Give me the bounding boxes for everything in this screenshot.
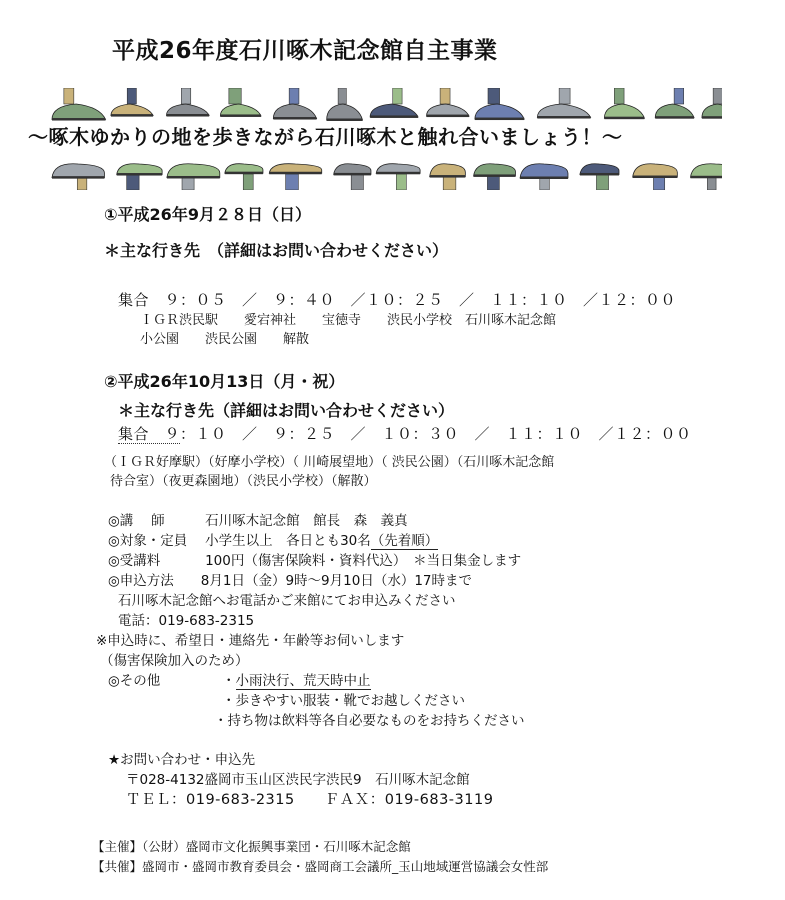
target-text: ◎対象・定員 小学生以上 各日とも30名 [108,533,371,549]
shoe-icon [117,164,162,190]
shoe-icon [376,164,420,190]
event2-destinations: ＊主な行き先（詳細はお問い合わせください） [118,401,455,420]
other-item-1-bullet: ・ [222,673,236,689]
apply-method: ◎申込方法 8月1日（金）9時～9月10日（水）17時まで [108,573,472,589]
event1-stops-line1: ＩＧＲ渋民駅 愛宕神社 宝徳寺 渋民小学校 石川啄木記念館 [140,313,557,328]
shoe-icon [537,88,590,119]
shoe-icon [655,88,694,119]
event1-stops-line2: 小公園 渋民公園 解散 [140,332,310,347]
shoe-icon [52,164,104,190]
event1-destinations: ＊主な行き先 （詳細はお問い合わせください） [104,241,449,260]
other-item-3: ・持ち物は飲料等各自必要なものをお持ちください [214,713,525,729]
shoe-icon [225,164,263,190]
apply-method-line2: 石川啄木記念館へお電話かご来館にてお申込みください [118,593,456,609]
event2-times [118,423,692,444]
shoe-icon [580,164,619,190]
shoe-icon [327,88,363,121]
phone: 電話：019-683-2315 [118,613,255,629]
event2-times-prefix: 集合 ９ [118,425,181,443]
event1-date: ①平成26年9月２８日（日） [104,205,311,224]
shoes-banner-bottom [50,156,722,190]
page-title: 平成26年度石川啄木記念館自主事業 [112,38,498,64]
event2-stops-line2: 待合室）（夜更森園地）（渋民小学校）（解散） [110,474,377,489]
contact-address: 〒028-4132盛岡市玉山区渋民字渋民9 石川啄木記念館 [126,772,470,788]
shoe-icon [520,164,568,190]
target-capacity [108,529,438,549]
shoe-icon [111,88,153,117]
shoes-banner-top [50,88,722,122]
event2-stops-line1: （ＩＧＲ好摩駅）（好摩小学校）（ 川崎展望地）（ 渋民公園）（石川啄木記念館 [104,455,555,470]
shoe-icon [220,88,261,117]
shoe-icon [474,164,516,190]
event2-date: ②平成26年10月13日（月・祝） [104,372,345,391]
shoe-icon [166,88,209,117]
shoe-icon [633,164,678,190]
other-item-2: ・歩きやすい服装・靴でお越しください [222,693,465,709]
host: 【主催】（公財）盛岡市文化振興事業団・石川啄木記念館 [92,839,411,854]
weather-note: 小雨決行、荒天時中止 [235,673,371,689]
cohost-prefix: 【共催】盛岡市・盛岡市教育委員会・盛岡商工会議所 [92,859,393,874]
cohost [92,857,548,875]
event1-times: 集合 ９：０５ ／ ９：４０ ／１０：２５ ／ １１：１０ ／１２：００ [118,291,677,309]
note-2: （傷害保険加入のため） [100,653,249,669]
other-label: ◎その他 [108,673,161,689]
shoe-icon [370,88,418,118]
shoe-icon [702,88,722,119]
subtitle: ～啄木ゆかりの地を歩きながら石川啄木と触れ合いましょう！～ [28,125,623,149]
cohost-suffix: 玉山地域運営協議会女性部 [398,859,549,874]
fee: ◎受講料 100円（傷害保険料・資料代込） ＊当日集金します [108,553,522,569]
shoe-icon [430,164,466,190]
note-1: ※申込時に、希望日・連絡先・年齢等お伺いします [96,633,405,649]
first-come-note: （先着順） [370,533,439,549]
lecturer: ◎講 師 石川啄木記念館 館長 森 義真 [108,513,408,529]
shoe-icon [426,88,469,117]
shoe-icon [334,164,371,190]
shoe-icon [167,164,220,190]
contact-tel-fax: ＴＥＬ：019-683-2315 ＦＡＸ：019-683-3119 [126,792,494,808]
shoe-icon [690,164,722,190]
contact-heading: ★お問い合わせ・申込先 [108,752,256,768]
event2-times-rest: ：１０ ／ ９：２５ ／ １０：３０ ／ １１：１０ ／１２：００ [180,425,692,443]
shoe-icon [475,88,524,120]
other-item-1 [222,669,371,689]
shoe-icon [269,164,321,190]
shoe-icon [273,88,316,120]
shoe-icon [604,88,644,119]
cohost-separator: _ [392,859,399,874]
shoe-icon [52,88,106,121]
